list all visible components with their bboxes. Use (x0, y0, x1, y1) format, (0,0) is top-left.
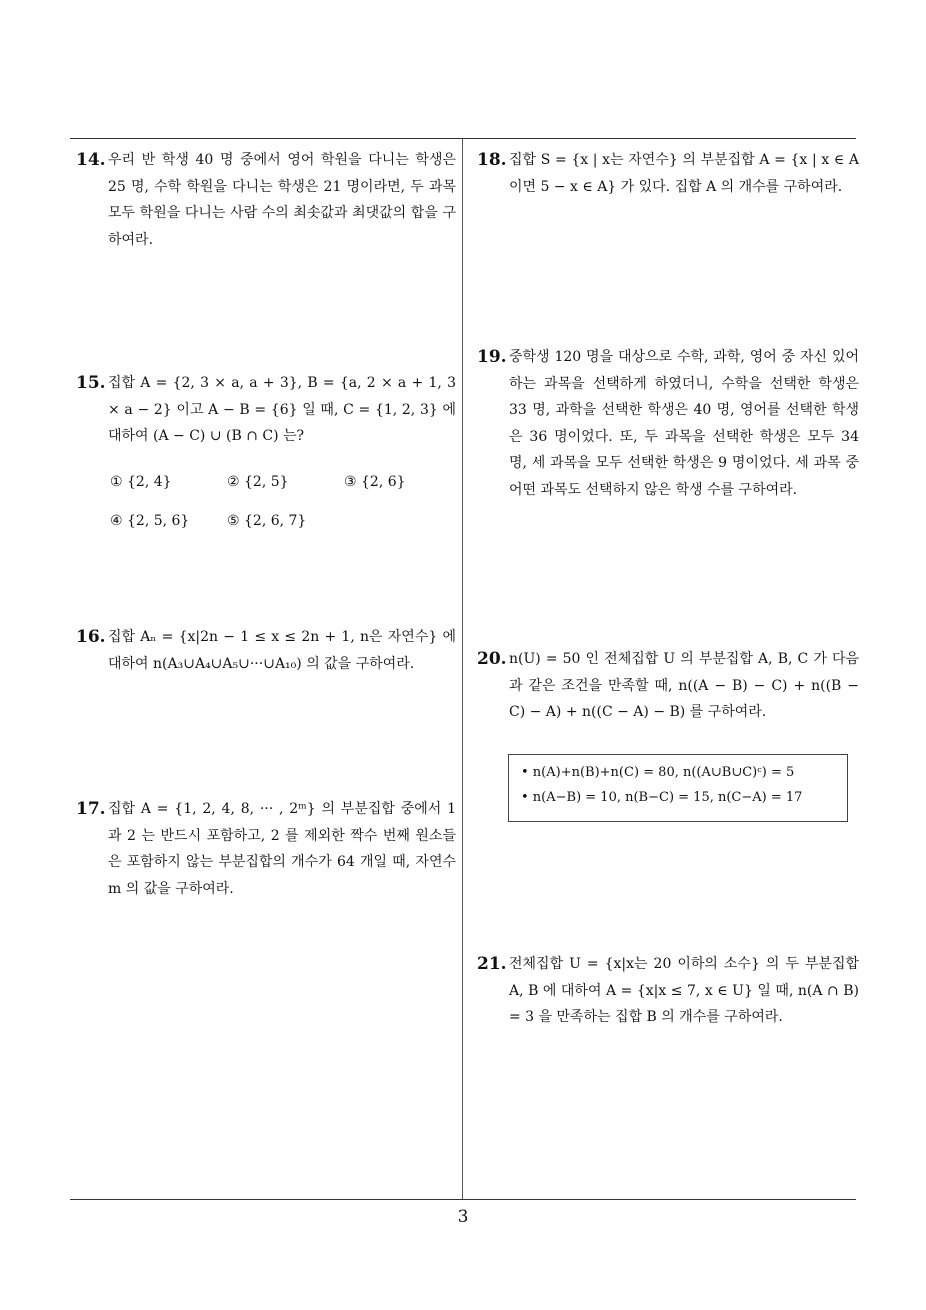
bottom-rule (70, 1199, 856, 1200)
column-divider (462, 139, 463, 1199)
problem-number: 15. (76, 373, 106, 393)
problem-text: 집합 S = {x | x는 자연수} 의 부분집합 A = {x | x ∈ A이면 5 − x ∈ A} 가 있다. 집합 A 의 개수를 구하여라. (509, 152, 859, 195)
choice-5: ⑤ {2, 6, 7} (227, 513, 307, 529)
problem-text: 중학생 120 명을 대상으로 수학, 과학, 영어 중 자신 있어 하는 과목을 선택하게 하였더니, 수학을 선택한 학생은 33 명, 과학을 선택한 학생은 40 명, 영어를 선택한 학생은 36 명이었다. 또, 두 과목을 선택한 학생은 모두 34 명, 세 과목을 모두 선택한 학생은 9 명이었다. 세 과목 중 어떤 과목도 선택하지 않은 학생 수를 구하여라. (509, 349, 859, 498)
condition-box (508, 754, 848, 822)
problem-19 (477, 344, 859, 503)
top-rule (70, 138, 856, 139)
condition-line: • n(A−B) = 10, n(B−C) = 15, n(C−A) = 17 (521, 790, 803, 805)
problem-number: 18. (477, 150, 507, 170)
problem-text: n(U) = 50 인 전체집합 U 의 부분집합 A, B, C 가 다음과 같은 조건을 만족할 때, n((A − B) − C) + n((B − C) − A) + n((C − A) − B) 를 구하여라. (509, 651, 859, 720)
problem-15 (76, 370, 456, 450)
problem-number: 17. (76, 799, 106, 819)
choice-3: ③ {2, 6} (344, 474, 406, 490)
choice-4: ④ {2, 5, 6} (110, 513, 190, 529)
choice-2: ② {2, 5} (227, 474, 289, 490)
problem-21 (477, 951, 859, 1031)
problem-16 (76, 624, 456, 677)
problem-20 (477, 646, 859, 726)
condition-line: • n(A)+n(B)+n(C) = 80, n((A∪B∪C)ᶜ) = 5 (521, 765, 795, 780)
problem-number: 16. (76, 627, 106, 647)
problem-17 (76, 796, 456, 902)
choice-1: ① {2, 4} (110, 474, 172, 490)
problem-text: 집합 A = {1, 2, 4, 8, ··· , 2ᵐ} 의 부분집합 중에서 1 과 2 는 반드시 포함하고, 2 를 제외한 짝수 번째 원소들은 포함하지 않는 부분집합의 개수가 64 개일 때, 자연수 m 의 값을 구하여라. (108, 801, 456, 897)
problem-number: 14. (76, 150, 106, 170)
problem-text: 전체집합 U = {x|x는 20 이하의 소수} 의 두 부분집합 A, B 에 대하여 A = {x|x ≤ 7, x ∈ U} 일 때, n(A ∩ B) = 3 을 만족하는 집합 B 의 개수를 구하여라. (509, 956, 859, 1025)
problem-text: 우리 반 학생 40 명 중에서 영어 학원을 다니는 학생은 25 명, 수학 학원을 다니는 학생은 21 명이라면, 두 과목 모두 학원을 다니는 사람 수의 최솟값과 최댓값의 합을 구하여라. (108, 152, 456, 248)
answer-choices (110, 474, 450, 544)
problem-14 (76, 147, 456, 253)
problem-number: 19. (477, 347, 507, 367)
problem-text: 집합 A = {2, 3 × a, a + 3}, B = {a, 2 × a + 1, 3 × a − 2} 이고 A − B = {6} 일 때, C = {1, 2, 3} 에 대하여 (A − C) ∪ (B ∩ C) 는? (108, 375, 456, 444)
page-number: 3 (457, 1207, 469, 1227)
problem-18 (477, 147, 859, 200)
problem-number: 20. (477, 649, 507, 669)
problem-number: 21. (477, 954, 507, 974)
problem-text: 집합 Aₙ = {x|2n − 1 ≤ x ≤ 2n + 1, n은 자연수} 에 대하여 n(A₃∪A₄∪A₅∪···∪A₁₀) 의 값을 구하여라. (108, 629, 456, 672)
